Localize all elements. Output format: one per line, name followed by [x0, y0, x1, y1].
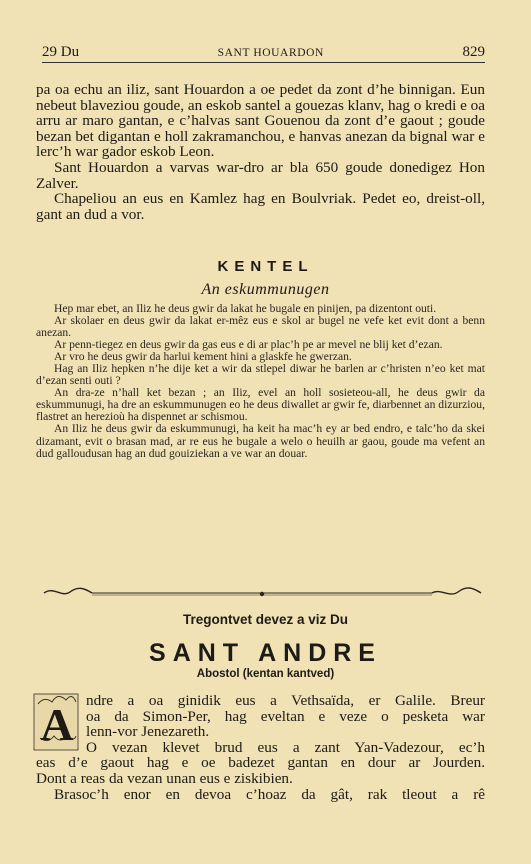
lesson-text — [36, 303, 485, 460]
intro-paragraph-3: Chapeliou an eus en Kamlez hag en Boulvriak. Pedet eo, dreist-oll, gant an dud a vor. — [36, 190, 485, 223]
lesson-paragraph: An dra-ze n’hall ket bezan ; an Iliz, evel an holl sosieteou-all, he deus gwir da eskummunugi, ha dre an eskummunugen eo he deus diwallet ar gwir fe, diarbennet an dizurziou, flastret an herezioù ha dispennet ar schismou. — [36, 386, 485, 424]
story-line: eas d’e gaout hag e oe badezet gantan en dour ar Jourden. — [36, 754, 485, 772]
intro-paragraph-1: pa oa echu an iliz, sant Houardon a oe pedet da zont d’he binnigan. Eun nebeut blaveziou goude, an eskob santel a gouezas klanv, hag o kredi e oa arru ar maro gantan, e c’halvas sant Gouenou da zont d’e gaout ; goude bezan bet digantan e holl zakramanchou, e hanvas anezan da bignal war e lerc’h war gador eskob Leon. — [36, 81, 485, 161]
lesson-paragraph: Hag an Iliz hepken n’he dije ket a wir da stlepel diwar he barlen ar c’hristen n’eo ket mat d’ezan senti outi ? — [36, 362, 485, 388]
lesson-heading: KENTEL — [217, 258, 314, 275]
header-rule — [42, 62, 485, 63]
lesson-subtitle: An eskummunugen — [201, 281, 330, 298]
lesson-paragraph: Ar vro he deus gwir da harlui kement hini a glaskfe he gwerzan. — [54, 350, 352, 364]
header-date: 29 Du — [42, 44, 80, 60]
ornamental-divider — [40, 584, 485, 602]
running-header — [42, 44, 485, 64]
saint-story — [36, 693, 485, 802]
intro-paragraph-2: Sant Houardon a varvas war-dro ar bla 650 goude donedigez Hon Zalver. — [36, 158, 485, 192]
story-line: Dont a reas da vezan unan eus e ziskibien. — [36, 769, 293, 787]
lesson-paragraph: Ar skolaer en deus gwir da lakat er-mêz eus e skol ar bugel ne vefe ket evit dont a benn anezan. — [36, 314, 485, 340]
story-line: Brasoc’h enor en devoa c’hoaz da gât, rak tleout a rê — [54, 785, 485, 803]
feast-date: Tregontvet devez a viz Du — [182, 612, 349, 627]
story-line: oa da Simon-Per, hag eveltan e veze o pesketa war — [86, 707, 485, 725]
intro-text — [36, 82, 485, 222]
story-line: O vezan klevet brud eus a zant Yan-Vadezour, ec’h — [86, 738, 485, 756]
story-line: lenn-vor Jenezareth. — [86, 723, 210, 741]
dropcap-letter: A — [40, 699, 74, 750]
lesson-paragraph: Hep mar ebet, an Iliz he deus gwir da lakat he bugale en pinijen, pa dizentont outi. — [54, 302, 437, 315]
saint-name: SANT ANDRE — [149, 639, 382, 667]
saint-subtitle: Abostol (kentan kantved) — [196, 668, 335, 680]
header-title: SANT HOUARDON — [217, 47, 324, 59]
story-line: ndre a oa ginidik eus a Vethsaïda, er Galile. Breur — [86, 692, 485, 709]
page-number: 829 — [462, 44, 485, 60]
lesson-paragraph: An Iliz he deus gwir da eskummunugi, ha keit ha mac’h ey ar bed endro, e talc’ho da skei dizamant, evit o brasan mad, ar re eus he bugale a welo o heuilh ar gaou, goude ma vefent an dud galloudusan hag an dud gouiziekan a ve war an douar. — [36, 422, 485, 460]
lesson-paragraph: Ar penn-tiegez en deus gwir da gas eus e di ar plac’h pe ar mevel ne blij ket d’ezan. — [54, 338, 443, 352]
